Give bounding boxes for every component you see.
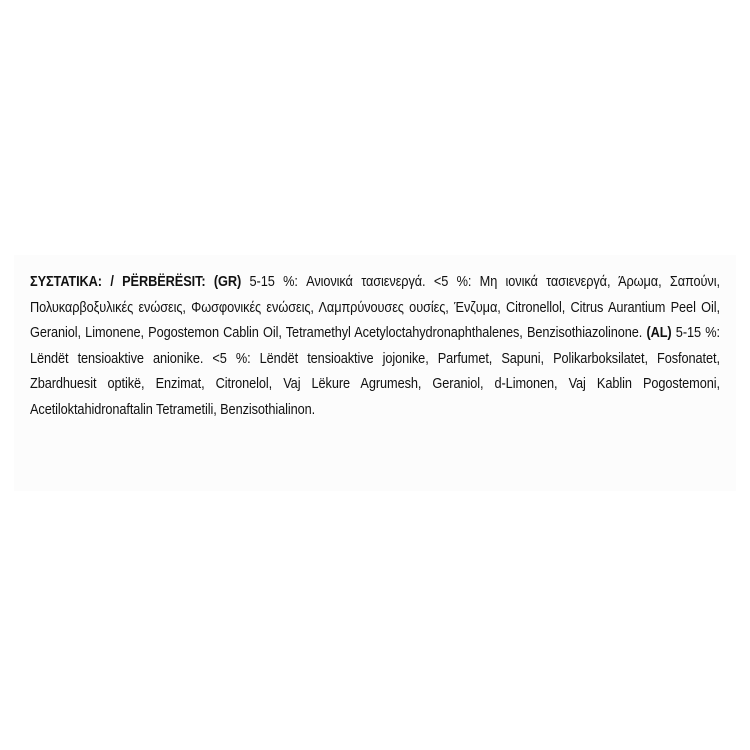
gr-ingredients: 5-15 %: Ανιονικά τασιενεργά. <5 %: Μη ιονικά τασιενεργά, Άρωμα, Σαπούνι, Πολυκαρβοξυλικές ενώσεις, Φωσφονικές ενώσεις, Λαμπρύνουσες ουσίες, Ένζυμα, Citronellol, Citrus Aurantium Peel Oil, Geraniol, Limonene, Pogostemon Cablin Oil, Tetramethyl Acetyloctahydronaphthalenes, Benzisothiazolinone.	[30, 274, 720, 341]
heading-gr-al: ΣΥΣΤΑΤΙΚΑ: / PËRBËRËSIT: (GR)	[30, 274, 242, 290]
ingredients-text	[30, 270, 720, 423]
al-ingredients: 5-15 %: Lëndët tensioaktive anionike. <5 %: Lëndët tensioaktive jojonike, Parfumet, Sapuni, Polikarboksilatet, Fosfonatet, Zbardhuesit optikë, Enzimat, Citronelol, Vaj Lëkure Agrumesh, Geraniol, d-Limonen, Vaj Kablin Pogostemoni, Acetiloktahidronaftalin Tetrametili, Benzisothialinon.	[30, 325, 720, 418]
heading-al: (AL)	[646, 325, 672, 341]
